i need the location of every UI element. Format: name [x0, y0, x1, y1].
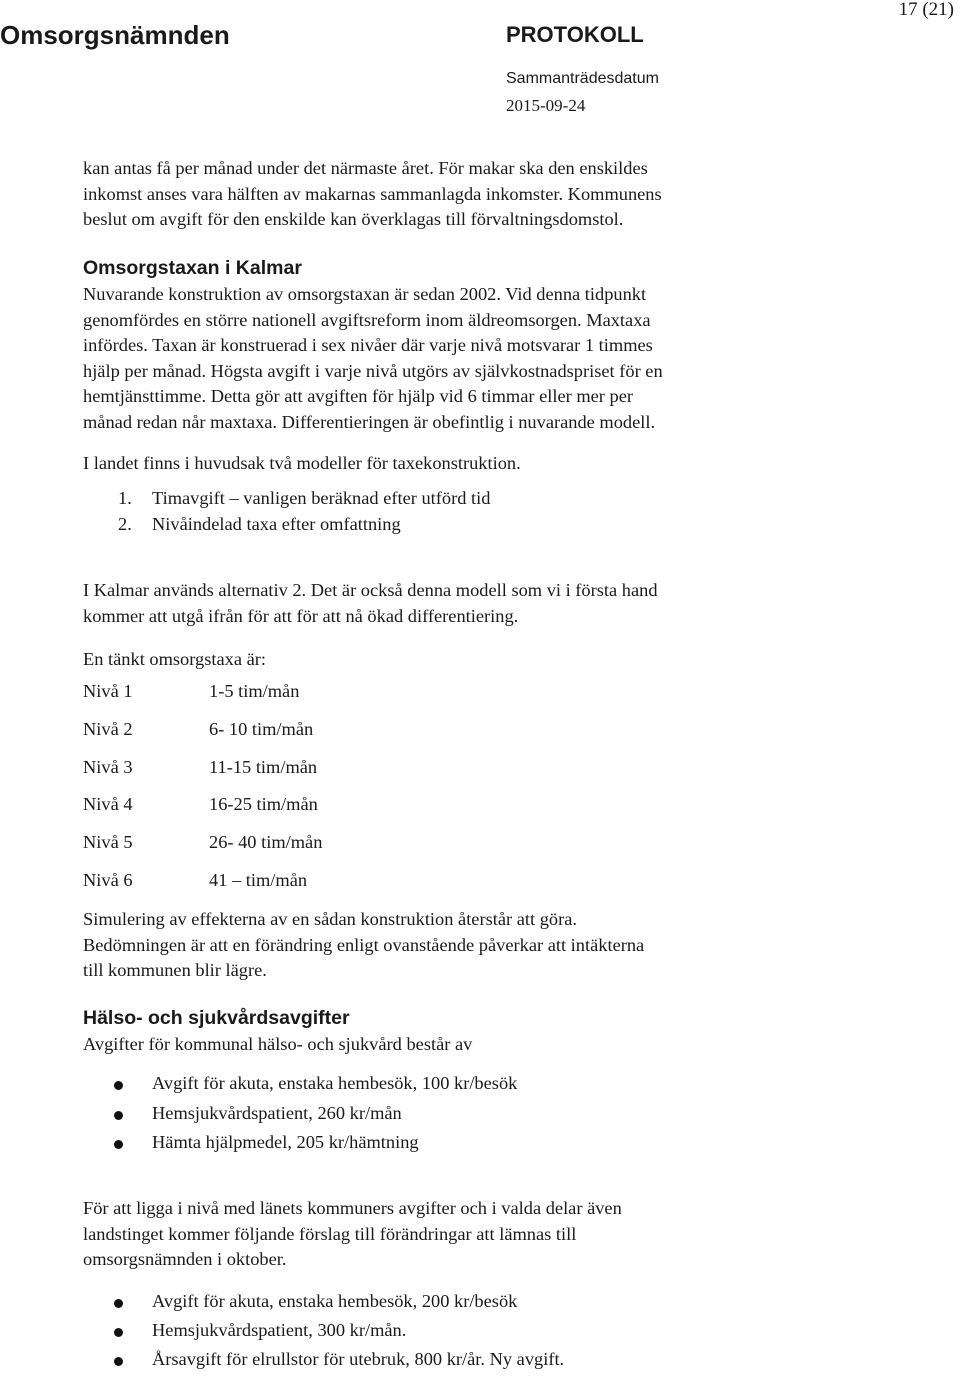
- text-line: För att ligga i nivå med länets kommuners avgifter och i valda delar även: [83, 1198, 622, 1218]
- text-line: hemtjänsttimme. Detta gör att avgiften för hjälp vid 6 timmar eller mer per: [83, 386, 634, 407]
- section-heading-halso-sjukvard: Hälso- och sjukvårdsavgifter: [83, 1007, 350, 1029]
- level-range: 26- 40 tim/mån: [209, 832, 323, 852]
- text-line: omsorgsnämnden i oktober.: [83, 1249, 287, 1270]
- text-line: hjälp per månad. Högsta avgift i varje nivå utgörs av självkostnadspriset för en: [83, 360, 663, 381]
- bullet-icon: [114, 1328, 123, 1337]
- level-range: 16-25 tim/mån: [209, 794, 318, 814]
- text-line: genomfördes en större nationell avgiftsreform inom äldreomsorgen. Maxtaxa: [83, 309, 651, 330]
- level-range: 11-15 tim/mån: [209, 757, 318, 777]
- bullet-text: Avgift för akuta, enstaka hembesök, 100 kr/besök: [152, 1073, 518, 1093]
- bullet-text: Hemsjukvårdspatient, 300 kr/mån.: [152, 1320, 407, 1340]
- intro-paragraph: [83, 156, 662, 233]
- level-name: Nivå 4: [83, 794, 133, 814]
- proposal-paragraph: [83, 1196, 622, 1273]
- level-range: 41 – tim/mån: [209, 870, 308, 890]
- text-line: till kommunen blir lägre.: [83, 960, 267, 981]
- text-line: Simulering av effekterna av en sådan konstruktion återstår att göra.: [83, 909, 577, 929]
- level-range: 1-5 tim/mån: [209, 681, 300, 701]
- bullet-icon: [114, 1111, 123, 1120]
- text-line: Bedömningen är att en förändring enligt ovanstående påverkar att intäkterna: [83, 934, 645, 955]
- text-line: månad redan når maxtaxa. Differentieringen är obefintlig i nuvarande modell.: [83, 411, 656, 432]
- text-line: kommer att utgå ifrån för att för att nå ökad differentiering.: [83, 605, 519, 626]
- text-line: I Kalmar används alternativ 2. Det är också denna modell som vi i första hand: [83, 580, 658, 600]
- level-name: Nivå 6: [83, 870, 133, 890]
- organization-name: Omsorgsnämnden: [0, 20, 230, 50]
- page-number: 17 (21): [898, 0, 954, 20]
- level-row: [83, 870, 308, 896]
- models-sentence: I landet finns i huvudsak två modeller för taxekonstruktion.: [83, 453, 521, 473]
- numbered-item: [118, 514, 401, 535]
- bullet-text: Avgift för akuta, enstaka hembesök, 200 kr/besök: [152, 1291, 518, 1311]
- document-type: PROTOKOLL: [506, 22, 644, 47]
- meeting-date-value: 2015-09-24: [506, 96, 586, 115]
- numbered-item: [118, 488, 491, 509]
- levels-intro: En tänkt omsorgstaxa är:: [83, 649, 267, 669]
- level-name: Nivå 1: [83, 681, 133, 701]
- item-number: 1.: [118, 488, 132, 508]
- section-heading-omsorgstaxan: Omsorgstaxan i Kalmar: [83, 257, 302, 279]
- level-row: [83, 757, 318, 783]
- text-line: Nuvarande konstruktion av omsorgstaxan är sedan 2002. Vid denna tidpunkt: [83, 284, 647, 304]
- text-line: infördes. Taxan är konstruerad i sex nivåer där varje nivå motsvarar 1 timmes: [83, 335, 653, 356]
- bullet-icon: [114, 1081, 123, 1090]
- meeting-date-label: Sammanträdesdatum: [506, 70, 659, 87]
- level-range: 6- 10 tim/mån: [209, 719, 314, 739]
- fees-intro: Avgifter för kommunal hälso- och sjukvård består av: [83, 1034, 473, 1054]
- kalmar-alternative-paragraph: [83, 578, 658, 629]
- bullet-icon: [114, 1299, 123, 1308]
- text-line: landstinget kommer följande förslag till förändringar att lämnas till: [83, 1223, 577, 1244]
- text-line: inkomst anses vara hälften av makarnas sammanlagda inkomster. Kommunens: [83, 183, 662, 204]
- item-text: Nivåindelad taxa efter omfattning: [152, 514, 401, 534]
- bullet-icon: [114, 1357, 123, 1366]
- bullet-text: Årsavgift för elrullstor för utebruk, 800 kr/år. Ny avgift.: [152, 1349, 565, 1369]
- level-row: [83, 719, 314, 745]
- text-line: beslut om avgift för den enskilde kan överklagas till förvaltningsdomstol.: [83, 209, 624, 230]
- simulation-paragraph: [83, 907, 644, 984]
- level-row: [83, 832, 323, 858]
- bullet-text: Hemsjukvårdspatient, 260 kr/mån: [152, 1103, 402, 1123]
- bullet-icon: [114, 1140, 123, 1149]
- item-number: 2.: [118, 514, 132, 534]
- bullet-text: Hämta hjälpmedel, 205 kr/hämtning: [152, 1132, 419, 1152]
- section1-paragraph: [83, 282, 663, 436]
- level-name: Nivå 2: [83, 719, 133, 739]
- level-row: [83, 681, 300, 707]
- text-line: kan antas få per månad under det närmaste året. För makar ska den enskildes: [83, 158, 648, 178]
- level-row: [83, 794, 318, 820]
- item-text: Timavgift – vanligen beräknad efter utförd tid: [152, 488, 491, 508]
- level-name: Nivå 3: [83, 757, 133, 777]
- level-name: Nivå 5: [83, 832, 133, 852]
